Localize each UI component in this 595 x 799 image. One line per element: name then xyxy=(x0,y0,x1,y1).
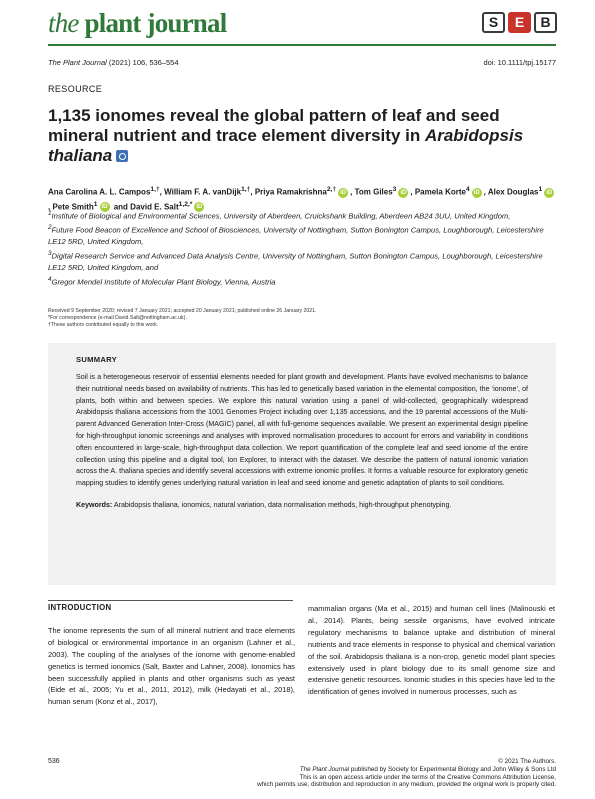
intro-text-right: mammalian organs (Ma et al., 2015) and human cell lines (Malinouski et al., 2014). Plants, being sessile organisms, have evolved intricate regulatory mechanisms to balance uptake and distribution of mineral nutrients and trace elements in response to physical and chemical variation of the soil. Arabidopsis thaliana is a non-crop, genetic model plant species extensively used in plant biology due to its small genome size and extensive genetic resources. Ionomic studies in this species have led to the identification of genes involved in numerous processes, such as xyxy=(308,604,555,697)
received-line: Received 9 September 2020; revised 7 January 2021; accepted 20 January 2021; published online 26 January 2021. xyxy=(48,308,317,314)
author-name[interactable]: Tom Giles xyxy=(354,187,393,197)
seb-letter-e: E xyxy=(508,12,531,33)
affiliation-1: $^1$Institute of Biological and Environmental Sciences, University of Aberdeen, Cruickshank Building, Aberdeen AB24 3UU, United Kingdom, xyxy=(48,210,511,221)
author-name[interactable]: David E. Salt xyxy=(130,202,179,212)
seb-letter-s: S xyxy=(482,12,505,33)
affiliation-3: $^3$Digital Research Service and Advanced Data Analysis Centre, University of Nottingham, Sutton Bonington Campus, Loughborough, Leicestershire LE12 5RD, United Kingdom, and xyxy=(48,249,543,272)
equal-contribution-line: †These authors contributed equally to this work. xyxy=(48,322,159,329)
author-name[interactable]: Alex Douglas xyxy=(487,187,539,197)
section-divider xyxy=(48,600,293,601)
orcid-icon[interactable]: iD xyxy=(473,189,480,196)
affiliation-2: $^2$Future Food Beacon of Excellence and School of Biosciences, University of Nottingham, Sutton Bonington Campus, Loughborough, Leicestershire LE12 5RD, United Kingdom, xyxy=(48,224,544,247)
author-affiliation-marker: 4 xyxy=(465,186,470,193)
author-affiliation-marker: 1,2,* xyxy=(178,200,193,208)
intro-heading: INTRODUCTION xyxy=(48,603,112,612)
received-dates xyxy=(48,308,558,330)
summary-text: Soil is a heterogeneous reservoir of essential elements needed for plant growth and development. Plants have evolved mechanisms to balance their nutritional needs based on availability of nutrients. This has led to genetically based variation in the elemental composition, the ‘ionome’, of plants, both within and between species. We explore this natural variation using a panel of wild-collected, geographically widespread Arabidopsis thaliana accessions from the 1001 Genomes Project including over 1,135 accessions, and the 19 parental accessions of the Multi-parent Advanced Generation Inter-Cross (MAGIC) panel, all with full-genome sequences available. We present an experimental design pipeline for high-throughput ionomic screenings and analyses with improved normalisation procedures to account for errors and variability in conditions often encountered in large-scale, high-throughput data collection. We report quantification of the complete leaf and seed ionome of the entire collection using this pipeline and a digital tool, Ion Explorer, to interact with the dataset. We describe the pattern of natural ionomic variation across the A. thaliana species and identify several accessions with extreme ionomic profiles. It forms a valuable resource for exploratory genetic mapping studies to identify genes underlying natural variation in leaf and seed ionome and genetic adaptation of plants to soil conditions. xyxy=(76,373,528,488)
summary-heading: SUMMARY xyxy=(76,355,118,364)
intro-column-right xyxy=(308,603,555,698)
correspondence-line[interactable]: *For correspondence (e-mail David.Salt@nottingham.ac.uk). xyxy=(48,315,187,322)
article-title: 1,135 ionomes reveal the global pattern of leaf and seed mineral nutrient and trace element diversity in Arabidopsis thaliana xyxy=(48,106,524,165)
author-name[interactable]: Pamela Korte xyxy=(414,187,466,197)
intro-text-left: The ionome represents the sum of all mineral nutrient and trace elements of biological or environmental importance in an organism (Lahner et al., 2003). The coupling of the analyses of the ionome with genome-enabled genetics is termed ionomics (Salt, Baxter and Lahner, 2008). Ionomics has been successfully applied in plants and other organisms such as yeast (Eide et al., 2005; Yu et al., 2011, 2012), milk (Hedayati et al., 2018), human serum (Konz et al., 2017), xyxy=(48,625,295,707)
citation-line: The Plant Journal (2021) 106, 536–554 xyxy=(48,58,179,67)
seb-logo[interactable] xyxy=(482,12,557,33)
copyright-footer: © 2021 The Authors. The Plant Journal published by Society for Experimental Biology and John Wiley & Sons Ltd This is an open access article under the terms of the Creative Commons Attribution License, which permits use, distribution and reproduction in any medium, provided the original work is properly cited. xyxy=(257,758,556,789)
affiliations xyxy=(48,208,558,288)
author-name[interactable]: Ana Carolina A. L. Campos xyxy=(48,187,151,197)
article-type: RESOURCE xyxy=(48,84,103,94)
author-name[interactable]: William F. A. vanDijk xyxy=(164,187,242,197)
page-number: 536 xyxy=(48,758,60,765)
author-affiliation-marker: 2,† xyxy=(326,186,337,193)
intro-column-left xyxy=(48,602,295,708)
orcid-icon[interactable]: iD xyxy=(340,189,347,196)
author-affiliation-marker: 1,† xyxy=(150,186,160,193)
summary-box xyxy=(48,343,556,585)
journal-logo[interactable]: the plant journal xyxy=(48,8,227,38)
affiliation-4: $^4$Gregor Mendel Institute of Molecular Plant Biology, Vienna, Austria xyxy=(48,275,276,287)
author-affiliation-marker: 1 xyxy=(538,186,543,193)
author-list: Ana Carolina A. L. Campos$^{1,\dagger}$, William F. A. vanDijk$^{1,\dagger}$, Priya Ramakrishna$^{2,\dagger}$ iD , Tom Giles$^3$ iD , Pamela Korte$^4$ iD , Alex Douglas$^1$ iD, Pete Smith$^1$ iD and David E. Salt$^{1,2,*}$ iD xyxy=(48,186,553,212)
keywords: Keywords: Arabidopsis thaliana, ionomics, natural variation, data normalisation methods, high-throughput phenotyping. xyxy=(76,500,452,509)
orcid-icon[interactable]: iD xyxy=(546,189,553,196)
author-name[interactable]: Priya Ramakrishna xyxy=(254,187,327,197)
author-affiliation-marker: 3 xyxy=(392,186,397,193)
journal-header xyxy=(0,0,595,40)
author-affiliation-marker: 1,† xyxy=(241,186,251,193)
orcid-icon[interactable]: iD xyxy=(101,204,108,211)
header-divider xyxy=(48,44,556,46)
seb-letter-b: B xyxy=(534,12,557,33)
orcid-icon[interactable]: iD xyxy=(196,204,203,211)
doi-link[interactable]: doi: 10.1111/tpj.15177 xyxy=(483,58,556,67)
author-affiliation-marker: 1 xyxy=(93,200,98,208)
open-access-icon[interactable] xyxy=(116,150,128,162)
orcid-icon[interactable]: iD xyxy=(400,189,407,196)
author-name[interactable]: Pete Smith xyxy=(52,202,94,212)
